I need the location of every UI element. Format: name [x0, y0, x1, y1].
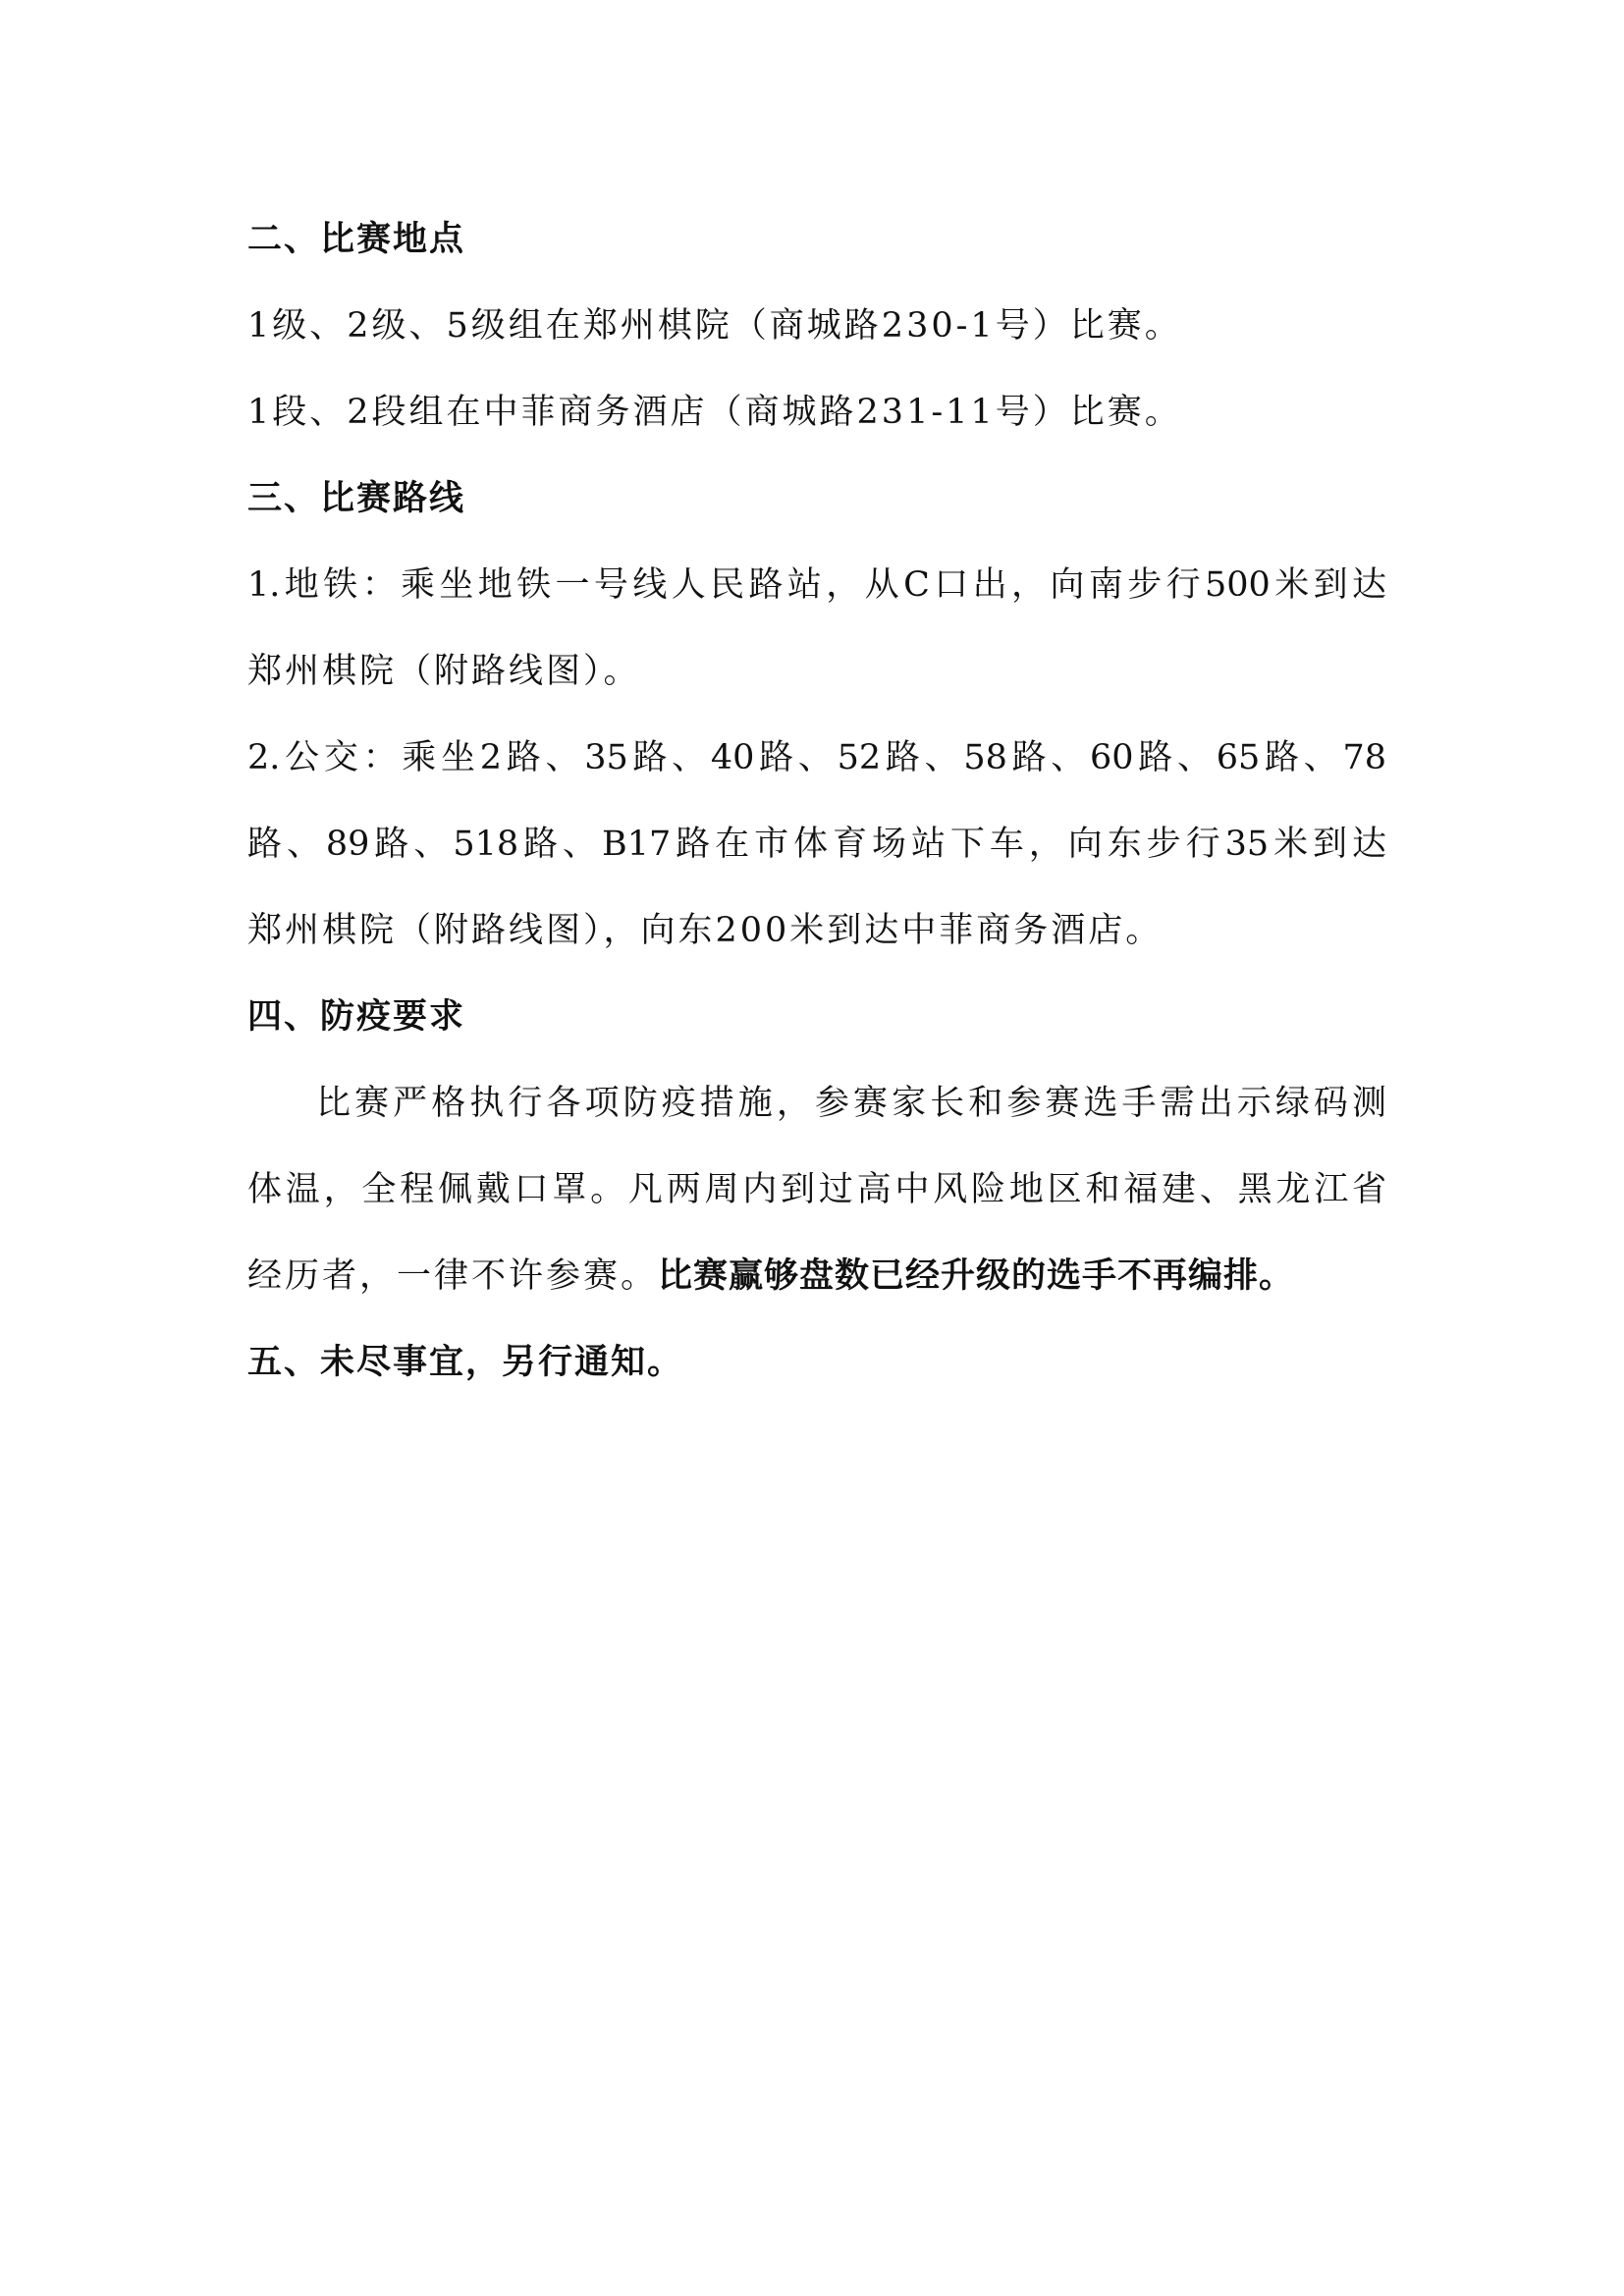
route-bus-line-3: 郑州棋院（附路线图），向东200米到达中菲商务酒店。 [247, 911, 1164, 950]
section-heading-epidemic: 四、防疫要求 [247, 997, 466, 1037]
epidemic-line-3-normal: 经历者，一律不许参赛。 [247, 1256, 659, 1296]
epidemic-line-3 [247, 1255, 1386, 1298]
epidemic-line-1: 比赛严格执行各项防疫措施，参赛家长和参赛选手需出示绿码测 [316, 1084, 1386, 1123]
venue-line-1: 1级、2级、5级组在郑州棋院（商城路230-1号）比赛。 [247, 306, 1182, 346]
section-heading-other: 五、未尽事宜，另行通知。 [247, 1343, 684, 1382]
route-subway-line-1: 1.地铁：乘坐地铁一号线人民路站，从C口出，向南步行500米到达 [247, 565, 1386, 605]
section-heading-venue: 二、比赛地点 [247, 220, 466, 259]
venue-line-2: 1段、2段组在中菲商务酒店（商城路231-11号）比赛。 [247, 393, 1182, 432]
epidemic-line-2: 体温，全程佩戴口罩。凡两周内到过高中风险地区和福建、黑龙江省 [247, 1170, 1386, 1209]
route-bus-line-1: 2.公交：乘坐2路、35路、40路、52路、58路、60路、65路、78 [247, 738, 1386, 777]
section-heading-route: 三、比赛路线 [247, 479, 466, 518]
epidemic-bold-notice: 比赛赢够盘数已经升级的选手不再编排。 [658, 1256, 1295, 1296]
route-subway-line-2: 郑州棋院（附路线图）。 [247, 652, 641, 691]
route-bus-line-2: 路、89路、518路、B17路在市体育场站下车，向东步行35米到达 [247, 825, 1386, 864]
